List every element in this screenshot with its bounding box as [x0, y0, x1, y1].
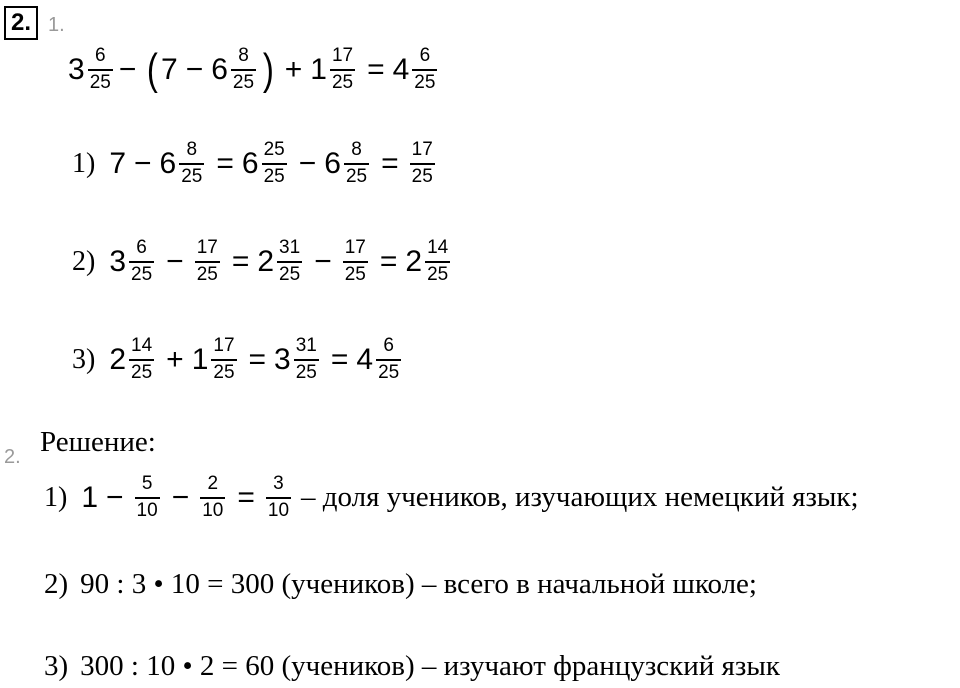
part1-step3	[72, 336, 405, 383]
right-paren: )	[262, 44, 274, 94]
fraction	[179, 140, 204, 187]
numerator: 17	[331, 45, 354, 66]
denominator: 10	[136, 500, 158, 521]
fraction	[412, 46, 437, 93]
numerator: 6	[419, 45, 431, 66]
numerator: 14	[131, 335, 153, 356]
left-paren: (	[147, 44, 159, 94]
step-label: 1)	[44, 481, 68, 513]
denominator: 25	[131, 362, 153, 383]
step-label: 3)	[44, 650, 69, 682]
numerator: 17	[196, 237, 218, 258]
part1-step1	[72, 140, 439, 187]
fraction	[425, 238, 450, 285]
whole: 6	[211, 52, 228, 86]
denominator: 25	[345, 166, 368, 187]
operator: =	[237, 480, 255, 514]
numerator: 3	[273, 473, 284, 494]
step-label: 2)	[44, 568, 69, 600]
operator: −	[166, 244, 184, 278]
numerator: 6	[94, 45, 106, 66]
fraction	[200, 474, 225, 521]
fraction	[129, 336, 154, 383]
part2-step2	[44, 568, 757, 601]
number: 1	[81, 480, 99, 514]
whole: 4	[392, 52, 410, 86]
fraction	[266, 474, 291, 521]
denominator: 25	[411, 166, 433, 187]
operator: =	[330, 342, 349, 376]
operator: =	[248, 342, 267, 376]
step-label: 3)	[72, 343, 96, 375]
whole: 2	[257, 244, 275, 278]
numerator: 17	[213, 335, 235, 356]
denominator: 25	[181, 166, 203, 187]
fraction	[211, 336, 236, 383]
whole: 3	[274, 342, 291, 376]
operator: −	[118, 52, 137, 86]
operator: −	[314, 244, 332, 278]
operator: +	[166, 342, 184, 376]
solution-heading: Решение:	[40, 426, 156, 458]
numerator: 17	[344, 237, 366, 258]
whole: 1	[191, 342, 209, 376]
operator: −	[185, 52, 204, 86]
numerator: 8	[186, 139, 198, 160]
operator: =	[231, 244, 250, 278]
denominator: 25	[344, 264, 366, 285]
denominator: 25	[295, 362, 317, 383]
denominator: 25	[279, 264, 301, 285]
task-number-badge: 2.	[4, 6, 38, 40]
numerator: 6	[383, 335, 394, 356]
whole: 6	[324, 146, 341, 180]
denominator: 25	[213, 362, 235, 383]
numerator: 2	[207, 473, 219, 494]
whole: 2	[109, 342, 127, 376]
operator: −	[171, 480, 190, 514]
denominator: 25	[89, 72, 111, 93]
fraction	[410, 140, 435, 187]
whole: 4	[356, 342, 374, 376]
step-explanation: – доля учеников, изучающих немецкий язык;	[301, 481, 859, 513]
denominator: 10	[202, 500, 224, 521]
denominator: 25	[232, 72, 255, 93]
numerator: 17	[411, 139, 433, 160]
denominator: 25	[196, 264, 218, 285]
fraction	[330, 46, 355, 93]
numerator: 31	[295, 335, 317, 356]
operator: =	[216, 146, 234, 180]
step-text: 300 : 10 • 2 = 60 (учеников) – изучают французский язык	[80, 650, 780, 682]
denominator: 25	[378, 362, 400, 383]
part1-number: 1.	[48, 14, 65, 36]
fraction	[231, 46, 256, 93]
whole: 2	[405, 244, 423, 278]
numerator: 31	[279, 237, 301, 258]
part2-number: 2.	[4, 446, 21, 468]
operator: =	[381, 146, 399, 180]
number: 7	[109, 146, 127, 180]
operator: −	[106, 480, 124, 514]
numerator: 6	[136, 237, 147, 258]
fraction	[343, 238, 368, 285]
operator: =	[379, 244, 398, 278]
step-label: 1)	[72, 147, 96, 179]
fraction	[344, 140, 369, 187]
denominator: 25	[414, 72, 436, 93]
numerator: 8	[351, 139, 362, 160]
numerator: 25	[263, 139, 285, 160]
whole: 6	[241, 146, 259, 180]
number: 7	[161, 52, 178, 86]
fraction	[294, 336, 319, 383]
whole: 1	[310, 52, 327, 86]
numerator: 5	[141, 473, 153, 494]
operator: −	[298, 146, 317, 180]
fraction	[277, 238, 302, 285]
operator: +	[284, 52, 303, 86]
fraction	[88, 46, 113, 93]
denominator: 25	[263, 166, 285, 187]
fraction	[376, 336, 401, 383]
fraction	[195, 238, 220, 285]
operator: =	[367, 52, 385, 86]
part1-main-expression	[68, 46, 441, 93]
whole: 6	[159, 146, 177, 180]
step-text: 90 : 3 • 10 = 300 (учеников) – всего в начальной школе;	[80, 568, 757, 600]
numerator: 14	[427, 237, 449, 258]
part1-step2	[72, 238, 454, 285]
fraction	[262, 140, 287, 187]
step-label: 2)	[72, 245, 96, 277]
denominator: 10	[267, 500, 290, 521]
fraction	[135, 474, 160, 521]
denominator: 25	[131, 264, 153, 285]
denominator: 25	[427, 264, 449, 285]
whole: 3	[68, 52, 85, 86]
whole: 3	[109, 244, 127, 278]
operator: −	[134, 146, 152, 180]
fraction	[129, 238, 154, 285]
part2-step3	[44, 650, 780, 683]
part2-step1	[44, 474, 859, 521]
numerator: 8	[238, 45, 249, 66]
denominator: 25	[331, 72, 354, 93]
